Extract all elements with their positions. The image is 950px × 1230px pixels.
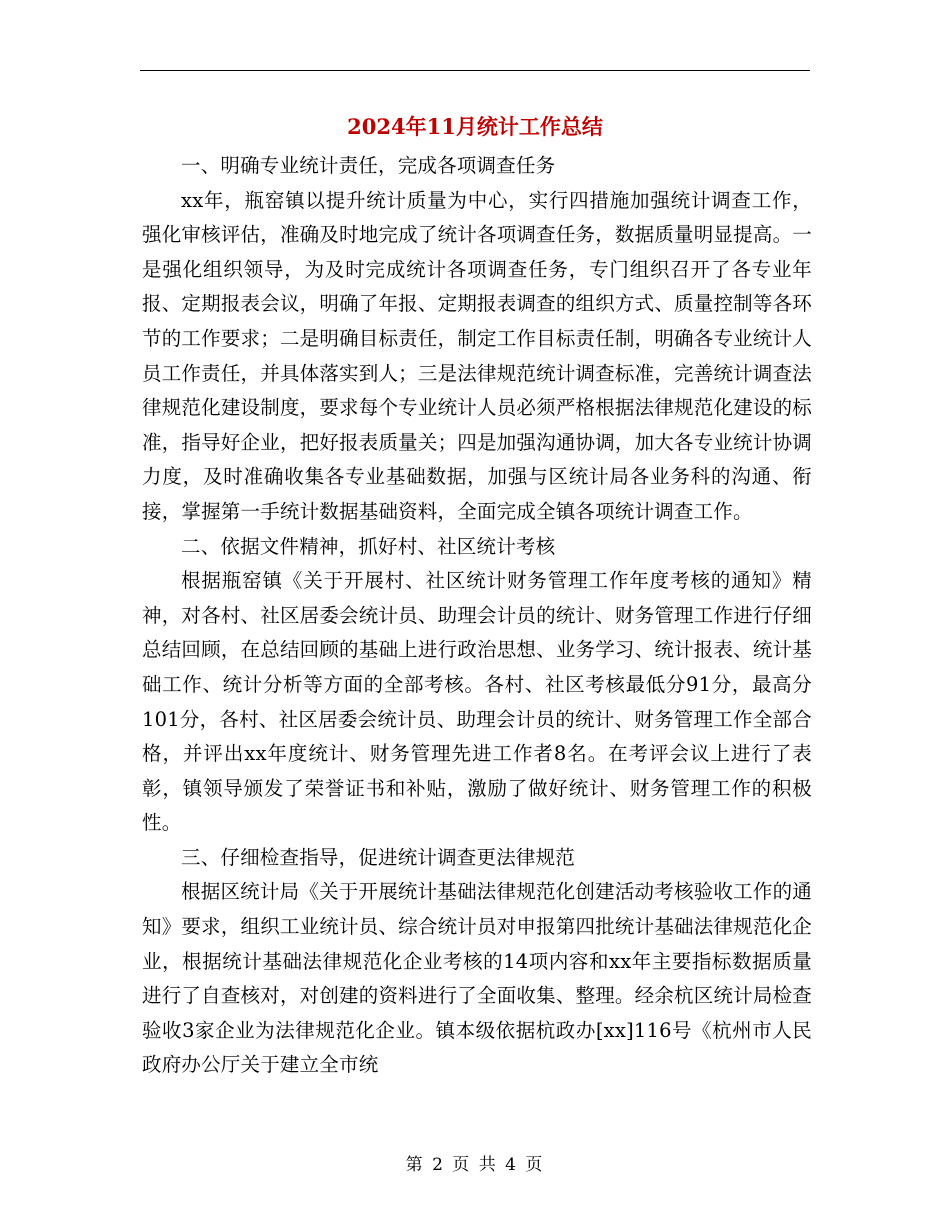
section-paragraph-2: 根据瓶窑镇《关于开展村、社区统计财务管理工作年度考核的通知》精神，对各村、社区居委会统计员、助理会计员的统计、财务管理工作进行仔细总结回顾，在总结回顾的基础上进行政治思想、业务学习、统计报表、统计基础工作、统计分析等方面的全部考核。各村、社区考核最低分91分，最高分101分，各村、社区居委会统计员、助理会计员的统计、财务管理工作全部合格，并评出xx年度统计、财务管理先进工作者8名。在考评会议上进行了表彰，镇领导颁发了荣誉证书和补贴，激励了做好统计、财务管理工作的积极性。: [142, 569, 812, 835]
page-number: 第 2 页 共 4 页: [405, 1155, 545, 1175]
section-paragraph-3: 根据区统计局《关于开展统计基础法律规范化创建活动考核验收工作的通知》要求，组织工业统计员、综合统计员对申报第四批统计基础法律规范化企业，根据统计基础法律规范化企业考核的14项内容和xx年主要指标数据质量进行了自查核对，对创建的资料进行了全面收集、整理。经余杭区统计局检查验收3家企业为法律规范化企业。镇本级依据杭政办[xx]116号《杭州市人民政府办公厅关于建立全市统: [142, 880, 812, 1077]
document-body: [142, 149, 812, 1083]
header-rule: [140, 70, 810, 71]
section-heading-3: 三、仔细检查指导，促进统计调查更法律规范: [181, 845, 576, 869]
document-title: 2024年11月统计工作总结: [347, 114, 603, 139]
section-heading-1: 一、明确专业统计责任，完成各项调查任务: [181, 154, 556, 177]
section-paragraph-1: xx年，瓶窑镇以提升统计质量为中心，实行四措施加强统计调查工作，强化审核评估，准确及时地完成了统计各项调查任务，数据质量明显提高。一是强化组织领导，为及时完成统计各项调查任务，专门组织召开了各专业年报、定期报表会议，明确了年报、定期报表调查的组织方式、质量控制等各环节的工作要求；二是明确目标责任，制定工作目标责任制，明确各专业统计人员工作责任，并具体落实到人；三是法律规范统计调查标准，完善统计调查法律规范化建设制度，要求每个专业统计人员必须严格根据法律规范化建设的标准，指导好企业，把好报表质量关；四是加强沟通协调，加大各专业统计协调力度，及时准确收集各专业基础数据，加强与区统计局各业务科的沟通、衔接，掌握第一手统计数据基础资料，全面完成全镇各项统计调查工作。: [142, 188, 812, 523]
section-heading-2: 二、依据文件精神，抓好村、社区统计考核: [181, 534, 556, 558]
